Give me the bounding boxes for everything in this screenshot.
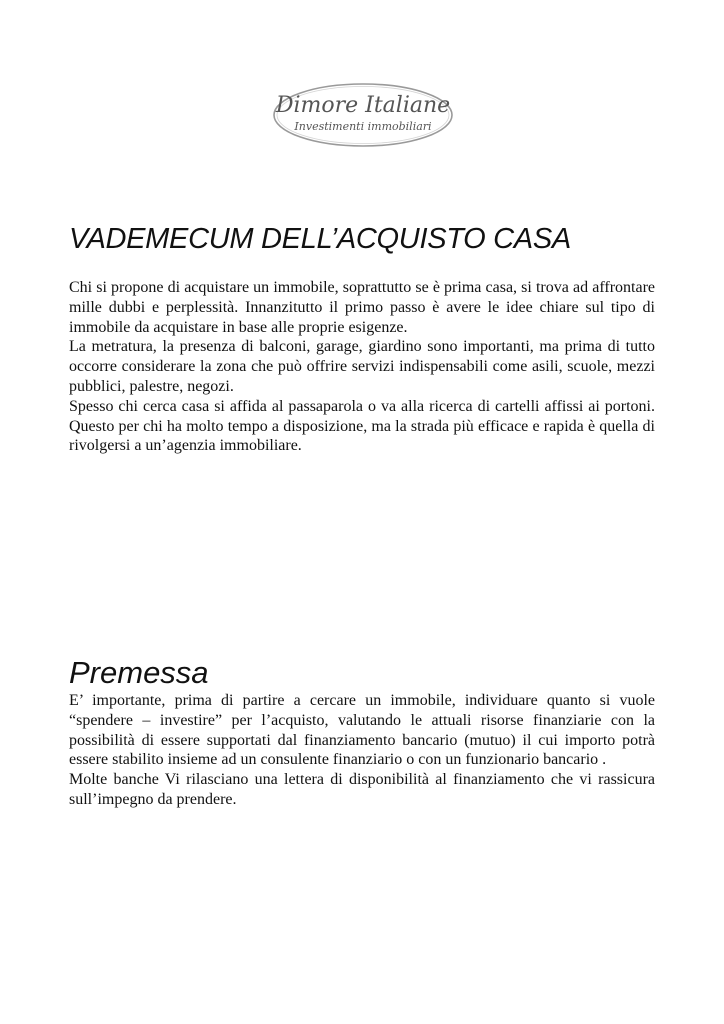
intro-paragraph-1: Chi si propone di acquistare un immobile, soprattutto se è prima casa, si trova ad affrontare mille dubbi e perplessità. Innanzitutto il primo passo è avere le idee chiare sul tipo di immobile da acquistare in base alle proprie esigenze.: [69, 279, 655, 336]
intro-section-body: [69, 278, 655, 456]
premessa-section-body: [69, 691, 655, 810]
premessa-paragraph-1: E’ importante, prima di partire a cercare un immobile, individuare quanto si vuole “spendere – investire” per l’acquisto, valutando le attuali risorse finanziarie con la possibilità di essere supportati dal finanziamento bancario (mutuo) il cui importo potrà essere stabilito insieme ad un consulente finanziario o con un funzionario bancario .: [69, 692, 655, 769]
logo-emblem: [272, 82, 454, 148]
logo-line-1: Dimore Italiane: [275, 93, 451, 118]
intro-paragraph-3: Spesso chi cerca casa si affida al passaparola o va alla ricerca di cartelli affissi ai portoni. Questo per chi ha molto tempo a disposizione, ma la strada più efficace e rapida è quella di rivolgersi a un’agenzia immobiliare.: [69, 397, 655, 455]
logo-line-2: Investimenti immobiliari: [294, 120, 432, 133]
section-title-premessa: Premessa: [69, 655, 209, 690]
company-logo: [272, 82, 454, 148]
premessa-paragraph-2: Molte banche Vi rilasciano una lettera di disponibilità al finanziamento che vi rassicura sull’impegno da prendere.: [69, 771, 655, 808]
page-title: VADEMECUM DELL’ACQUISTO CASA: [69, 223, 571, 255]
intro-paragraph-2: La metratura, la presenza di balconi, garage, giardino sono importanti, ma prima di tutto occorre considerare la zona che può offrire servizi indispensabili come asili, scuole, mezzi pubblici, palestre, negozi.: [69, 338, 655, 395]
